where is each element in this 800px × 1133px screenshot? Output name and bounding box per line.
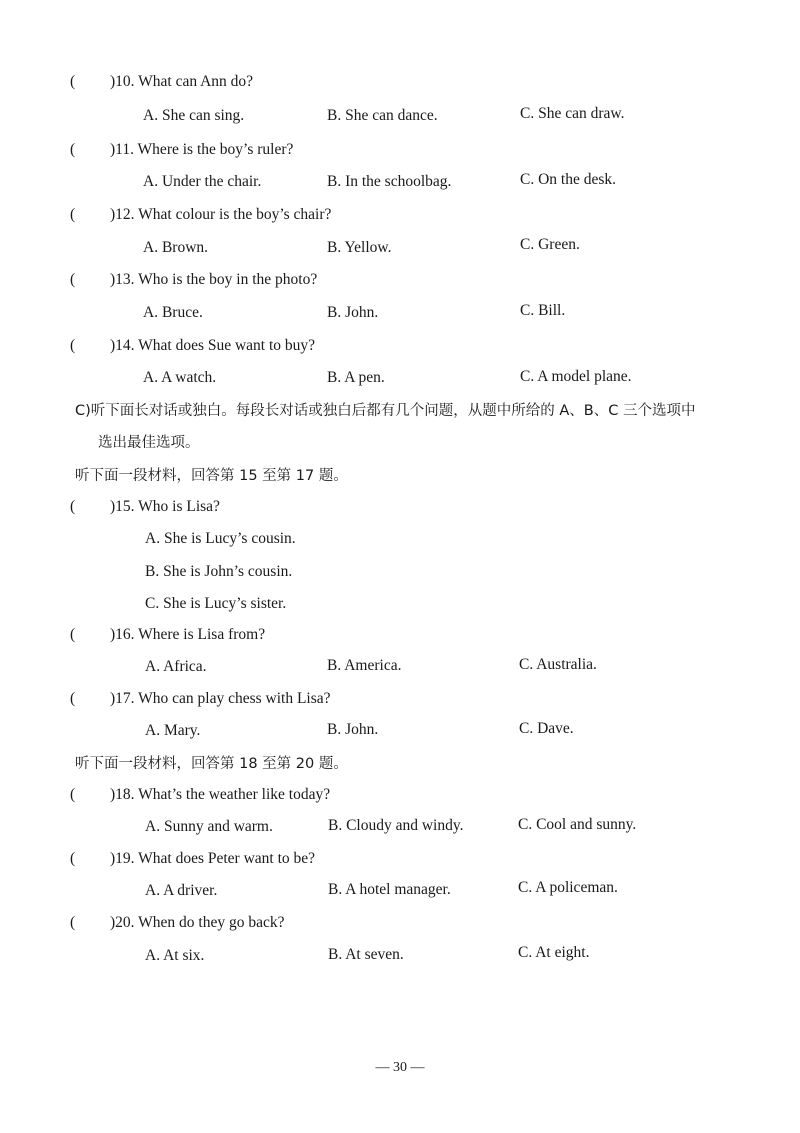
question-18 — [70, 785, 330, 805]
question-text: )11. Where is the boy’s ruler? — [110, 141, 294, 158]
answer-blank[interactable]: ( — [70, 73, 76, 90]
option-b: B. John. — [327, 304, 379, 321]
option-b: B. At seven. — [328, 946, 404, 963]
answer-blank[interactable]: ( — [70, 206, 76, 223]
option-a: A. Brown. — [143, 239, 209, 256]
option-b: B. Yellow. — [327, 239, 392, 256]
option-a: A. A watch. — [143, 369, 217, 386]
option-c: C. On the desk. — [520, 171, 617, 188]
option-a: A. Bruce. — [143, 304, 203, 321]
option-b: B. In the schoolbag. — [327, 173, 452, 190]
option-a: A. Sunny and warm. — [145, 818, 273, 835]
question-14 — [70, 336, 315, 356]
answer-blank[interactable]: ( — [70, 850, 76, 867]
option-c: C. Australia. — [519, 656, 597, 673]
question-10 — [70, 72, 253, 92]
option-a: A. At six. — [145, 947, 205, 964]
option-c: C. She can draw. — [520, 105, 625, 122]
option-a: A. A driver. — [145, 882, 218, 899]
question-text: )17. Who can play chess with Lisa? — [110, 690, 331, 707]
question-text: )16. Where is Lisa from? — [110, 626, 266, 643]
question-text: )19. What does Peter want to be? — [110, 850, 316, 867]
question-12 — [70, 205, 331, 225]
question-text: )20. When do they go back? — [110, 914, 285, 931]
option-b: B. A pen. — [327, 369, 385, 386]
answer-blank[interactable]: ( — [70, 337, 76, 354]
question-15 — [70, 497, 220, 517]
option-b: B. She is John’s cousin. — [145, 563, 293, 580]
section-c-heading-cont: 选出最佳选项。 — [98, 435, 200, 451]
option-c: C. A model plane. — [520, 368, 632, 385]
option-b: B. She can dance. — [327, 107, 438, 124]
option-b: B. John. — [327, 721, 379, 738]
option-c: C. At eight. — [518, 944, 590, 961]
question-19 — [70, 849, 315, 869]
question-text: )12. What colour is the boy’s chair? — [110, 206, 332, 223]
question-text: )13. Who is the boy in the photo? — [110, 271, 318, 288]
listening-instruction: 听下面一段材料，回答第 18 至第 20 题。 — [75, 756, 348, 772]
question-text: )18. What’s the weather like today? — [110, 786, 331, 803]
answer-blank[interactable]: ( — [70, 141, 76, 158]
option-c: C. A policeman. — [518, 879, 618, 896]
option-c: C. Cool and sunny. — [518, 816, 637, 833]
question-text: )15. Who is Lisa? — [110, 498, 220, 515]
answer-blank[interactable]: ( — [70, 690, 76, 707]
answer-blank[interactable]: ( — [70, 786, 76, 803]
answer-blank[interactable]: ( — [70, 498, 76, 515]
option-a: A. Under the chair. — [143, 173, 262, 190]
question-11 — [70, 140, 293, 160]
question-text: )14. What does Sue want to buy? — [110, 337, 316, 354]
option-a: A. She is Lucy’s cousin. — [145, 530, 296, 547]
answer-blank[interactable]: ( — [70, 271, 76, 288]
option-a: A. Mary. — [145, 722, 201, 739]
option-a: A. Africa. — [145, 658, 207, 675]
option-b: B. A hotel manager. — [328, 881, 451, 898]
question-13 — [70, 270, 317, 290]
section-c-heading: C)听下面长对话或独白。每段长对话或独白后都有几个问题，从题中所给的 A、B、C 三个选项中 — [75, 403, 696, 419]
option-c: C. Dave. — [519, 720, 574, 737]
option-a: A. She can sing. — [143, 107, 245, 124]
answer-blank[interactable]: ( — [70, 914, 76, 931]
question-17 — [70, 689, 331, 709]
option-c: C. She is Lucy’s sister. — [145, 595, 287, 612]
option-c: C. Bill. — [520, 302, 566, 319]
listening-instruction: 听下面一段材料，回答第 15 至第 17 题。 — [75, 468, 348, 484]
question-20 — [70, 913, 284, 933]
question-16 — [70, 625, 265, 645]
answer-blank[interactable]: ( — [70, 626, 76, 643]
option-b: B. America. — [327, 657, 402, 674]
question-text: )10. What can Ann do? — [110, 73, 254, 90]
option-b: B. Cloudy and windy. — [328, 817, 464, 834]
page-number: — 30 — — [375, 1060, 425, 1075]
option-c: C. Green. — [520, 236, 580, 253]
